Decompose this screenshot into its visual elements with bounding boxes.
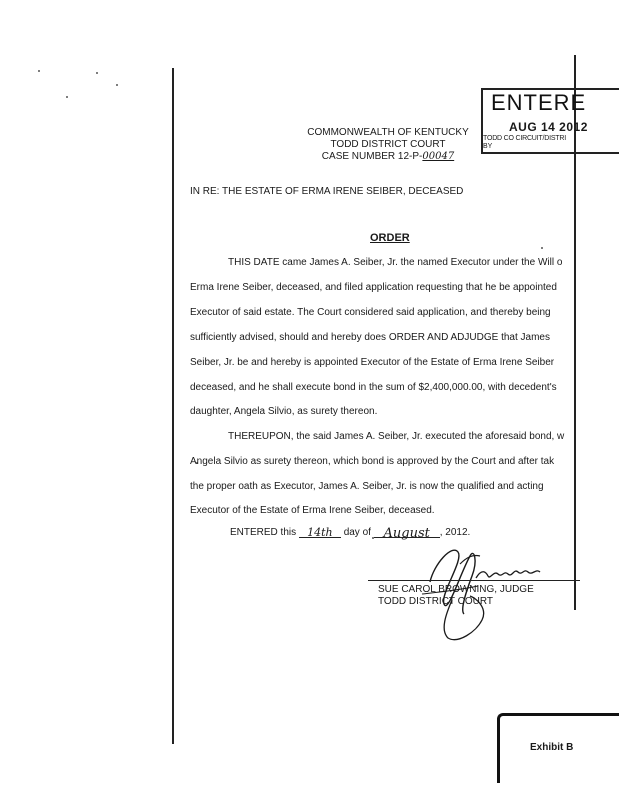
- body-line: daughter, Angela Silvio, as surety thereon.: [190, 406, 378, 417]
- signature-line: [368, 580, 580, 581]
- body-line: THIS DATE came James A. Seiber, Jr. the named Executor under the Will o: [228, 257, 563, 268]
- exhibit-label: Exhibit B: [530, 742, 574, 753]
- entered-prefix: ENTERED this: [230, 527, 297, 538]
- scan-speck: [66, 96, 68, 98]
- body-line: THEREUPON, the said James A. Seiber, Jr. executed the aforesaid bond, w: [228, 431, 565, 442]
- case-number-label: CASE NUMBER 12-P-: [321, 151, 423, 162]
- body-line: Seiber, Jr. be and hereby is appointed Executor of the Estate of Erma Irene Seiber: [190, 357, 555, 368]
- body-line: Angela Silvio as surety thereon, which bond is approved by the Court and after tak: [190, 456, 555, 467]
- entered-stamp: [481, 88, 619, 154]
- entered-month-handwritten: August: [374, 526, 440, 538]
- scan-speck: [38, 70, 40, 72]
- stamp-court: TODD CO CIRCUIT/DISTRI: [483, 135, 566, 142]
- stamp-title: ENTERE: [491, 90, 587, 115]
- body-line: Executor of the Estate of Erma Irene Seiber, deceased.: [190, 505, 435, 516]
- body-line: Executor of said estate. The Court considered said application, and thereby being: [190, 307, 551, 318]
- stamp-date: AUG 14 2012: [509, 120, 588, 134]
- body-line: the proper oath as Executor, James A. Seiber, Jr. is now the qualified and acting: [190, 481, 544, 492]
- exhibit-tab: [497, 713, 619, 783]
- scan-speck: [116, 84, 118, 86]
- body-line: deceased, and he shall execute bond in the sum of $2,400,000.00, with decedent's: [190, 382, 557, 393]
- header-commonwealth: COMMONWEALTH OF KENTUCKY: [307, 127, 469, 138]
- stamp-by: BY: [483, 143, 493, 150]
- case-number-handwritten: 00047: [422, 151, 455, 162]
- header-court: TODD DISTRICT COURT: [330, 139, 446, 150]
- body-line: Erma Irene Seiber, deceased, and filed application requesting that he be appointed: [190, 282, 557, 293]
- header-case-number: [288, 151, 488, 162]
- entered-middle: day of: [343, 527, 371, 538]
- entered-day-handwritten: 14th: [299, 526, 341, 538]
- order-title: ORDER: [370, 232, 410, 244]
- in-re-caption: IN RE: THE ESTATE OF ERMA IRENE SEIBER, DECEASED: [190, 186, 464, 197]
- judge-name: SUE CAROL BROWNING, JUDGE: [378, 584, 534, 595]
- judge-court: TODD DISTRICT COURT: [378, 596, 494, 607]
- scan-speck: [541, 247, 543, 249]
- scan-speck: [96, 72, 98, 74]
- entered-year: , 2012.: [439, 527, 471, 538]
- left-margin-line: [172, 68, 174, 744]
- body-line: sufficiently advised, should and hereby does ORDER AND ADJUDGE that James: [190, 332, 550, 343]
